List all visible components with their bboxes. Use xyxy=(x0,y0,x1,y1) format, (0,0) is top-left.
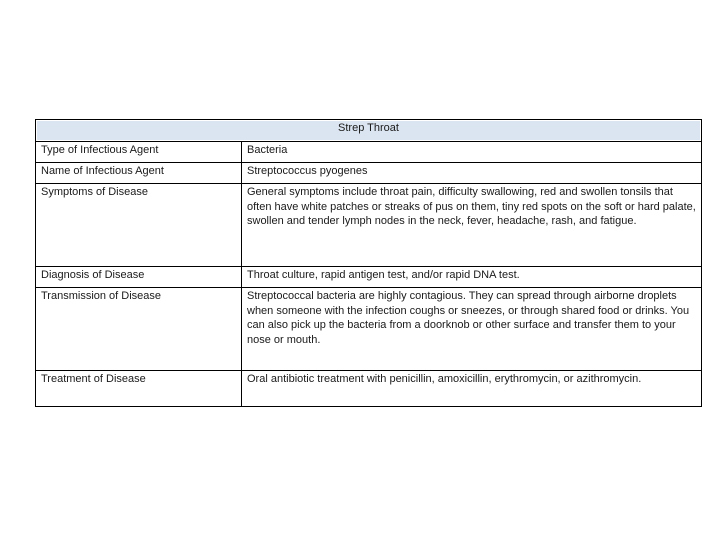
row-label: Diagnosis of Disease xyxy=(36,267,242,288)
table-header-row xyxy=(36,120,702,142)
strep-throat-table xyxy=(35,119,702,407)
row-value: Streptococcus pyogenes xyxy=(242,163,702,184)
table-row-symptoms xyxy=(36,184,702,267)
row-label: Name of Infectious Agent xyxy=(36,163,242,184)
row-label: Type of Infectious Agent xyxy=(36,142,242,163)
row-value: Streptococcal bacteria are highly contagious. They can spread through airborne droplets when someone with the infection coughs or sneezes, or through shared food or drinks. You can also pick up the bacteria from a doorknob or other surface and transfer them to your nose or mouth. xyxy=(242,288,702,371)
row-value: Throat culture, rapid antigen test, and/or rapid DNA test. xyxy=(242,267,702,288)
table-row-treatment xyxy=(36,371,702,407)
row-label: Symptoms of Disease xyxy=(36,184,242,267)
table-row-transmission xyxy=(36,288,702,371)
row-value: Bacteria xyxy=(242,142,702,163)
row-label: Transmission of Disease xyxy=(36,288,242,371)
table-title: Strep Throat xyxy=(36,120,702,142)
row-label: Treatment of Disease xyxy=(36,371,242,407)
table-row-name-of-agent xyxy=(36,163,702,184)
row-value: Oral antibiotic treatment with penicillin, amoxicillin, erythromycin, or azithromycin. xyxy=(242,371,702,407)
table-row-diagnosis xyxy=(36,267,702,288)
table-row-type-of-agent xyxy=(36,142,702,163)
row-value: General symptoms include throat pain, difficulty swallowing, red and swollen tonsils that often have white patches or streaks of pus on them, tiny red spots on the soft or hard palate, swollen and tender lymph nodes in the neck, fever, headache, rash, and fatigue. xyxy=(242,184,702,267)
